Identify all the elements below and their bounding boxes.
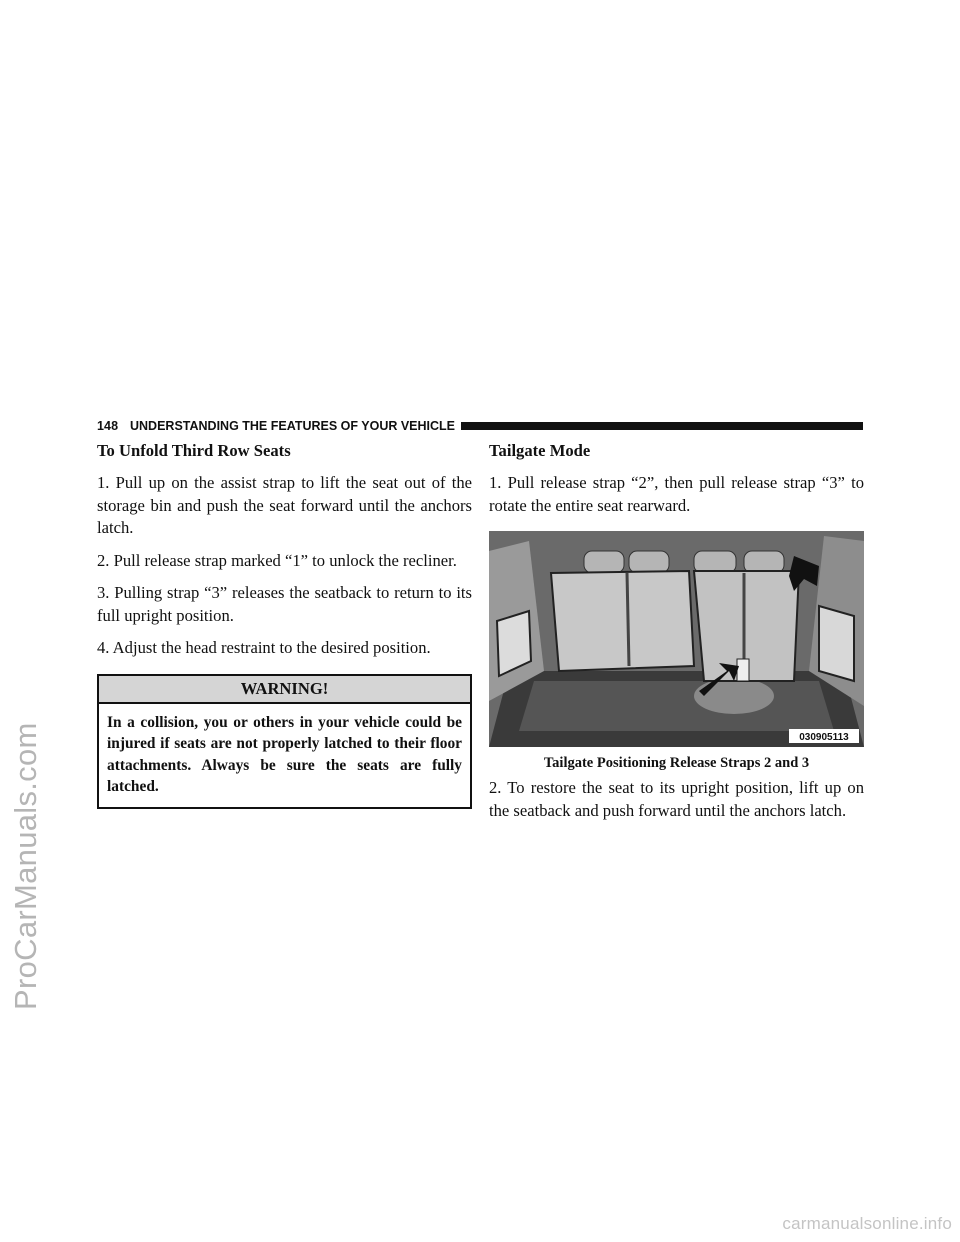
unfold-step-2: 2. Pull release strap marked “1” to unlock the recliner. <box>97 550 457 570</box>
warning-title: WARNING! <box>99 676 470 704</box>
right-column <box>489 440 864 832</box>
header-title: UNDERSTANDING THE FEATURES OF YOUR VEHICLE <box>130 419 456 433</box>
page-number: 148 <box>97 419 119 433</box>
footer-watermark: carmanualsonline.info <box>782 1214 952 1233</box>
section-heading-unfold: To Unfold Third Row Seats <box>97 441 291 460</box>
tailgate-seat-illustration <box>489 531 864 747</box>
unfold-step-3: 3. Pulling strap “3” releases the seatback to return to its full upright position. <box>97 583 472 625</box>
unfold-step-4: 4. Adjust the head restraint to the desired position. <box>97 638 431 657</box>
tailgate-step-2: 2. To restore the seat to its upright position, lift up on the seatback and push forward until the anchors latch. <box>489 778 864 820</box>
figure-caption: Tailgate Positioning Release Straps 2 and 3 <box>543 755 810 771</box>
left-column <box>97 440 472 809</box>
tailgate-step-1: 1. Pull release strap “2”, then pull release strap “3” to rotate the entire seat rearward. <box>489 473 864 515</box>
header-rule <box>461 422 863 430</box>
warning-box <box>97 674 472 809</box>
watermark-text: ProCarManuals.com <box>8 722 43 1010</box>
warning-body: In a collision, you or others in your vehicle could be injured if seats are not properly latched to their floor attachments. Always be sure the seats are fully latched. <box>107 713 462 795</box>
unfold-step-1: 1. Pull up on the assist strap to lift the seat out of the storage bin and push the seat forward until the anchors latch. <box>97 473 472 537</box>
section-heading-tailgate: Tailgate Mode <box>489 441 591 460</box>
figure-code: 030905113 <box>799 732 849 743</box>
page-header <box>97 418 863 434</box>
